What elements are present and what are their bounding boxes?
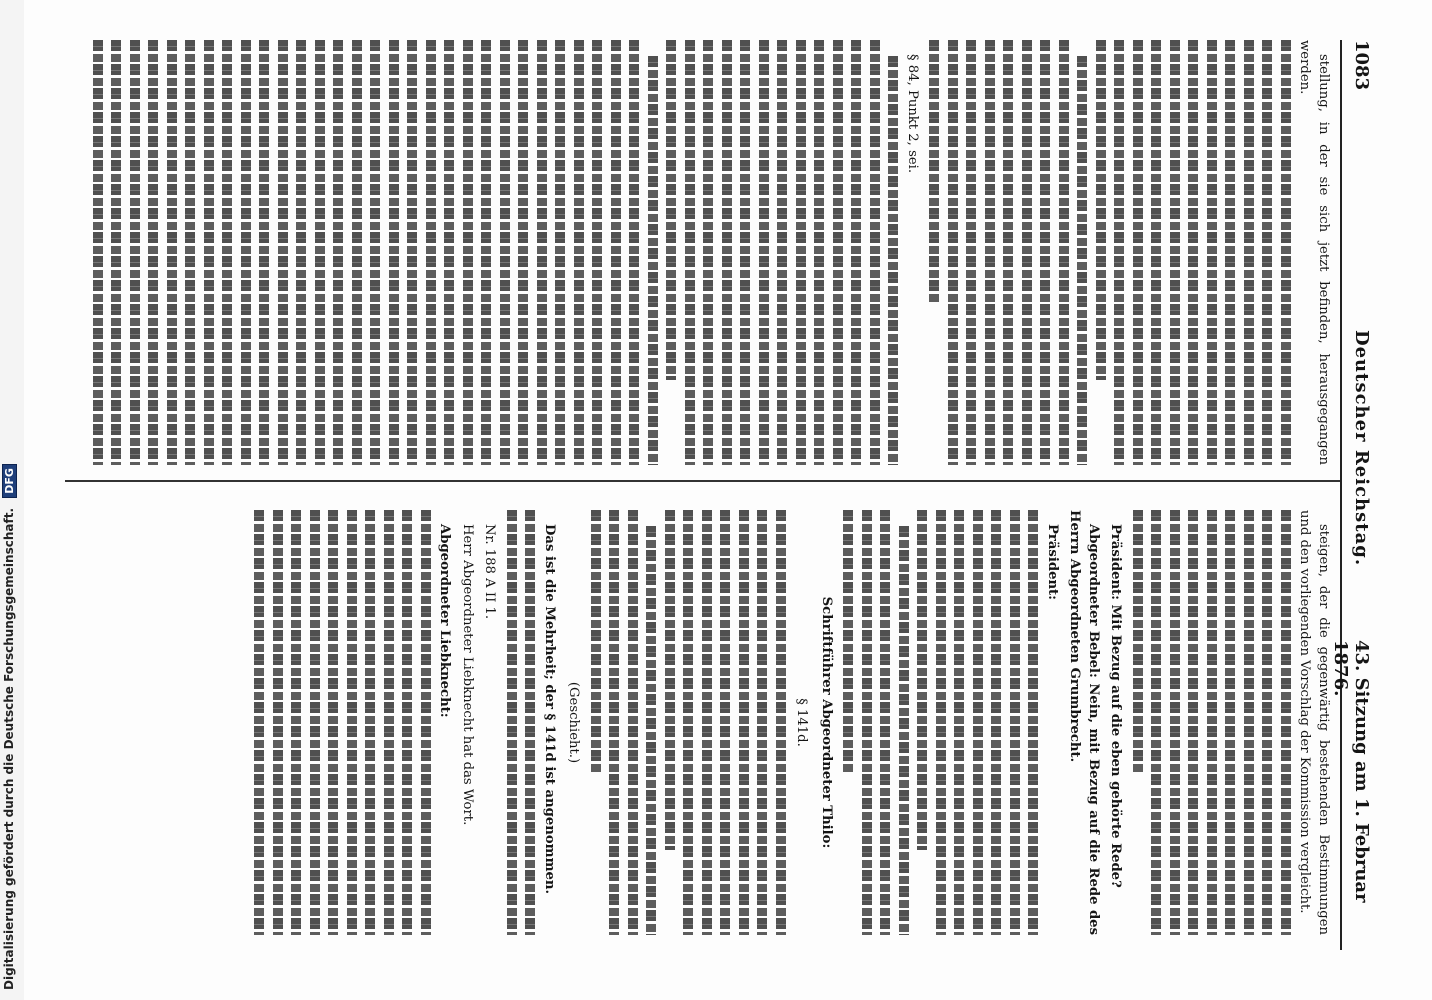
text-line <box>741 40 751 465</box>
session-title: 43. Sitzung am 1. Februar 1876. <box>1330 640 1372 903</box>
text-line <box>936 510 946 935</box>
section-mark: § 141d. <box>794 698 810 747</box>
text-line <box>1041 40 1051 465</box>
paragraph: steigen, der die gegenwärtig bestehenden Bestimmungen und den vorliegenden Vorschlag der Kommission vergleicht. <box>1297 510 1331 935</box>
text-line <box>371 40 381 465</box>
credit-strip <box>0 0 24 1000</box>
text-line <box>260 40 270 465</box>
text-line <box>778 40 788 465</box>
text-line <box>500 40 510 465</box>
text-line <box>776 510 786 935</box>
text-line <box>1263 40 1273 465</box>
text-line <box>796 40 806 465</box>
dfg-logo: DFG <box>2 464 17 498</box>
text-line <box>463 40 473 465</box>
text-line <box>519 40 529 465</box>
text-line <box>1263 510 1273 935</box>
text-line <box>1281 40 1291 465</box>
text-line <box>1170 40 1180 465</box>
text-line <box>1244 510 1254 935</box>
text-line <box>556 40 566 465</box>
text-line <box>384 510 394 935</box>
speaker-line: Präsident: Mit Bezug auf die eben gehörte Rede? <box>1108 524 1124 888</box>
text-line <box>204 40 214 465</box>
text-line <box>130 40 140 465</box>
text-line <box>1152 510 1162 935</box>
text-line <box>1152 40 1162 465</box>
text-line <box>1170 510 1180 935</box>
text-line <box>722 40 732 465</box>
text-line <box>297 40 307 465</box>
text-line <box>1059 40 1069 465</box>
text-line <box>389 40 399 465</box>
paragraph: stellung, in der sie sich jetzt befinden, herausgegangen werden. <box>1297 40 1331 465</box>
text-line <box>421 510 431 935</box>
text-line <box>241 40 251 465</box>
text-line <box>665 510 675 850</box>
left-column <box>72 40 1332 465</box>
text-line <box>647 526 657 935</box>
page-header <box>1330 40 1372 950</box>
text-line <box>347 510 357 935</box>
text-line <box>403 510 413 935</box>
text-line <box>1022 40 1032 465</box>
digitization-credit <box>2 464 17 990</box>
text-line <box>721 510 731 935</box>
page-number: 1083 <box>1351 40 1372 91</box>
text-line <box>352 40 362 465</box>
text-line <box>445 40 455 465</box>
text-line <box>1244 40 1254 465</box>
text-line <box>881 510 891 935</box>
text-line <box>334 40 344 465</box>
text-line <box>1029 510 1039 935</box>
text-line <box>167 40 177 465</box>
text-line <box>593 40 603 465</box>
text-line <box>630 40 640 465</box>
reference-line: § 84, Punkt 2, sei. <box>905 54 920 174</box>
text-line <box>648 56 658 465</box>
text-line <box>758 510 768 935</box>
text-line <box>1189 510 1199 935</box>
text-line <box>702 510 712 935</box>
text-line <box>899 526 909 935</box>
text-line <box>1096 40 1106 380</box>
rotated-newspaper-page <box>50 0 1380 1000</box>
text-line <box>574 40 584 465</box>
text-line <box>278 40 288 465</box>
text-line <box>526 510 536 935</box>
text-line <box>112 40 122 465</box>
text-line <box>610 510 620 935</box>
text-line <box>685 40 695 465</box>
text-line <box>223 40 233 465</box>
text-line <box>684 510 694 935</box>
speaker-line: Abgeordneter Bebel: Nein, mit Bezug auf die Rede des Herrn Abgeordneten Grumbrecht. <box>1067 510 1101 935</box>
reference-line: Nr. 188 A II 1. <box>482 524 498 620</box>
text-line <box>955 510 965 935</box>
text-line <box>93 40 103 465</box>
publication-title: Deutscher Reichstag. <box>1351 330 1372 567</box>
text-line <box>833 40 843 465</box>
text-line <box>507 510 517 935</box>
text-line <box>1226 40 1236 465</box>
text-line <box>667 40 677 380</box>
text-line <box>611 40 621 465</box>
speaker-line: Herr Abgeordneter Liebknecht hat das Wort. <box>460 524 475 826</box>
applause-note: (Geschieht.) <box>566 681 582 764</box>
text-line <box>1281 510 1291 935</box>
text-line <box>1207 40 1217 465</box>
text-line <box>1226 510 1236 935</box>
text-line <box>973 510 983 935</box>
text-line <box>366 510 376 935</box>
text-line <box>292 510 302 935</box>
text-line <box>889 56 899 465</box>
text-line <box>739 510 749 935</box>
text-line <box>482 40 492 465</box>
text-line <box>329 510 339 935</box>
text-line <box>186 40 196 465</box>
speaker-line: Abgeordneter Liebknecht: <box>437 524 453 718</box>
text-line <box>1207 510 1217 935</box>
text-line <box>591 510 601 774</box>
text-line <box>628 510 638 935</box>
text-line <box>918 510 928 850</box>
text-line <box>844 510 854 774</box>
text-line <box>1010 510 1020 935</box>
text-line <box>985 40 995 465</box>
text-line <box>992 510 1002 935</box>
text-line <box>759 40 769 465</box>
text-line <box>426 40 436 465</box>
text-line <box>149 40 159 465</box>
text-line <box>315 40 325 465</box>
result-line: Das ist die Mehrheit; der § 141d ist angenommen. <box>542 524 557 895</box>
speaker-line: Präsident: <box>1045 524 1060 601</box>
text-line <box>704 40 714 465</box>
secretary-label: Schriftführer Abgeordneter Thilo: <box>819 596 834 849</box>
text-line <box>967 40 977 465</box>
text-line <box>852 40 862 465</box>
column-divider <box>65 480 1340 482</box>
text-line <box>1189 40 1199 465</box>
text-line <box>273 510 283 935</box>
text-line <box>408 40 418 465</box>
text-line <box>862 510 872 935</box>
text-line <box>1115 40 1125 465</box>
text-line <box>1133 40 1143 465</box>
text-line <box>1078 56 1088 465</box>
right-column <box>72 510 1332 935</box>
text-line <box>1133 510 1143 774</box>
text-line <box>948 40 958 465</box>
text-line <box>870 40 880 465</box>
text-line <box>1004 40 1014 465</box>
text-line <box>815 40 825 465</box>
text-line <box>255 510 265 935</box>
credit-text: Digitalisierung gefördert durch die Deutsche Forschungsgemeinschaft. <box>2 507 16 990</box>
text-line <box>537 40 547 465</box>
text-line <box>930 40 940 304</box>
text-line <box>310 510 320 935</box>
